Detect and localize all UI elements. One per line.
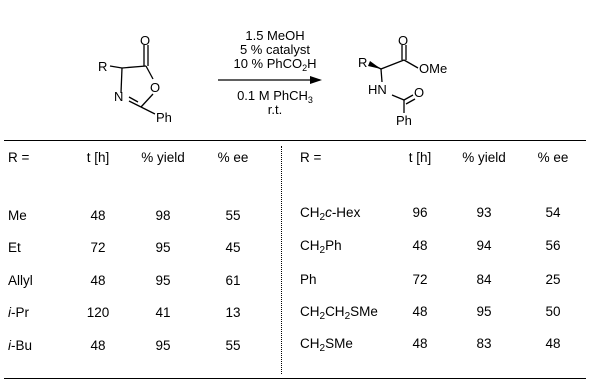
right-row-5-r: $CH_2SMe$ [300, 336, 353, 354]
product-structure [371, 45, 418, 113]
left-row-3-r: Allyl [8, 273, 33, 288]
left-row-1-t: 48 [90, 208, 106, 223]
reactant-r-label: R [98, 59, 108, 74]
product-ph-label: Ph [396, 113, 412, 128]
right-row-4-r: $CH_2CH_2SMe$ [300, 304, 378, 322]
left-row-4-t: 120 [86, 305, 110, 320]
reactant-ring-o-label: O [150, 80, 161, 95]
left-row-2-ee: 45 [225, 240, 241, 255]
reaction-scheme [0, 0, 590, 135]
right-row-1-t: 96 [412, 205, 428, 220]
table-column-divider [281, 146, 282, 374]
right-row-2-t: 48 [412, 238, 428, 253]
reagent-line-1: 1.5 MeOH [245, 28, 305, 43]
table-top-rule [4, 140, 586, 141]
header-ee-right: % ee [537, 150, 569, 165]
product-r-label: R [358, 55, 368, 70]
right-row-5-yield: 83 [476, 336, 492, 351]
right-row-4-ee: 50 [545, 304, 561, 319]
right-row-3-t: 72 [412, 272, 428, 287]
header-time-right: t [h] [408, 150, 432, 165]
condition-line-2: r.t. [267, 102, 283, 117]
right-row-5-t: 48 [412, 336, 428, 351]
product-o-label: O [398, 33, 409, 48]
left-row-2-r: Et [8, 240, 21, 255]
header-yield-left: % yield [141, 150, 185, 165]
left-row-1-yield: 98 [155, 208, 171, 223]
reagent-line-2: 5 % catalyst [239, 42, 311, 57]
right-row-4-t: 48 [412, 304, 428, 319]
header-ee-left: % ee [217, 150, 249, 165]
reagent-line-3: 10 % PhCO$_2$H [233, 56, 317, 73]
left-row-3-t: 48 [90, 273, 106, 288]
reactant-n-label: N [114, 89, 124, 104]
header-r-left: R = [8, 150, 30, 165]
left-row-5-yield: 95 [155, 338, 171, 353]
left-row-2-yield: 95 [155, 240, 171, 255]
reactant-o-label: O [140, 33, 151, 48]
right-row-4-yield: 95 [476, 304, 492, 319]
reaction-arrow [218, 76, 322, 84]
left-row-4-r: i-Pr [8, 305, 29, 320]
right-row-2-yield: 94 [476, 238, 492, 253]
product-amide-o-label: O [414, 85, 425, 100]
right-row-3-ee: 25 [545, 272, 561, 287]
condition-line-1: 0.1 M PhCH$_3$ [237, 88, 313, 105]
left-row-4-ee: 13 [225, 305, 241, 320]
left-row-5-r: i-Bu [8, 338, 33, 353]
product-hn-label: HN [368, 82, 387, 97]
right-row-3-yield: 84 [476, 272, 492, 287]
left-row-4-yield: 41 [155, 305, 171, 320]
right-row-2-ee: 56 [545, 238, 561, 253]
left-row-3-yield: 95 [155, 273, 171, 288]
product-ome-label: OMe [419, 61, 448, 76]
right-row-5-ee: 48 [545, 336, 561, 351]
right-row-1-ee: 54 [545, 205, 561, 220]
right-row-1-yield: 93 [476, 205, 492, 220]
table-bottom-rule [4, 378, 586, 379]
left-row-2-t: 72 [90, 240, 106, 255]
header-time-left: t [h] [86, 150, 110, 165]
right-row-1-r: $CH_2c$-Hex [300, 205, 361, 223]
reactant-ph-label: Ph [156, 110, 172, 125]
left-row-1-ee: 55 [225, 208, 241, 223]
left-row-3-ee: 61 [225, 273, 241, 288]
left-row-1-r: Me [8, 208, 27, 223]
header-r-right: R = [300, 150, 322, 165]
right-row-2-r: $CH_2Ph$ [300, 238, 342, 256]
right-row-3-r: Ph [300, 272, 317, 287]
stereo-wedge [368, 61, 381, 69]
left-row-5-t: 48 [90, 338, 106, 353]
left-row-5-ee: 55 [225, 338, 241, 353]
header-yield-right: % yield [462, 150, 506, 165]
